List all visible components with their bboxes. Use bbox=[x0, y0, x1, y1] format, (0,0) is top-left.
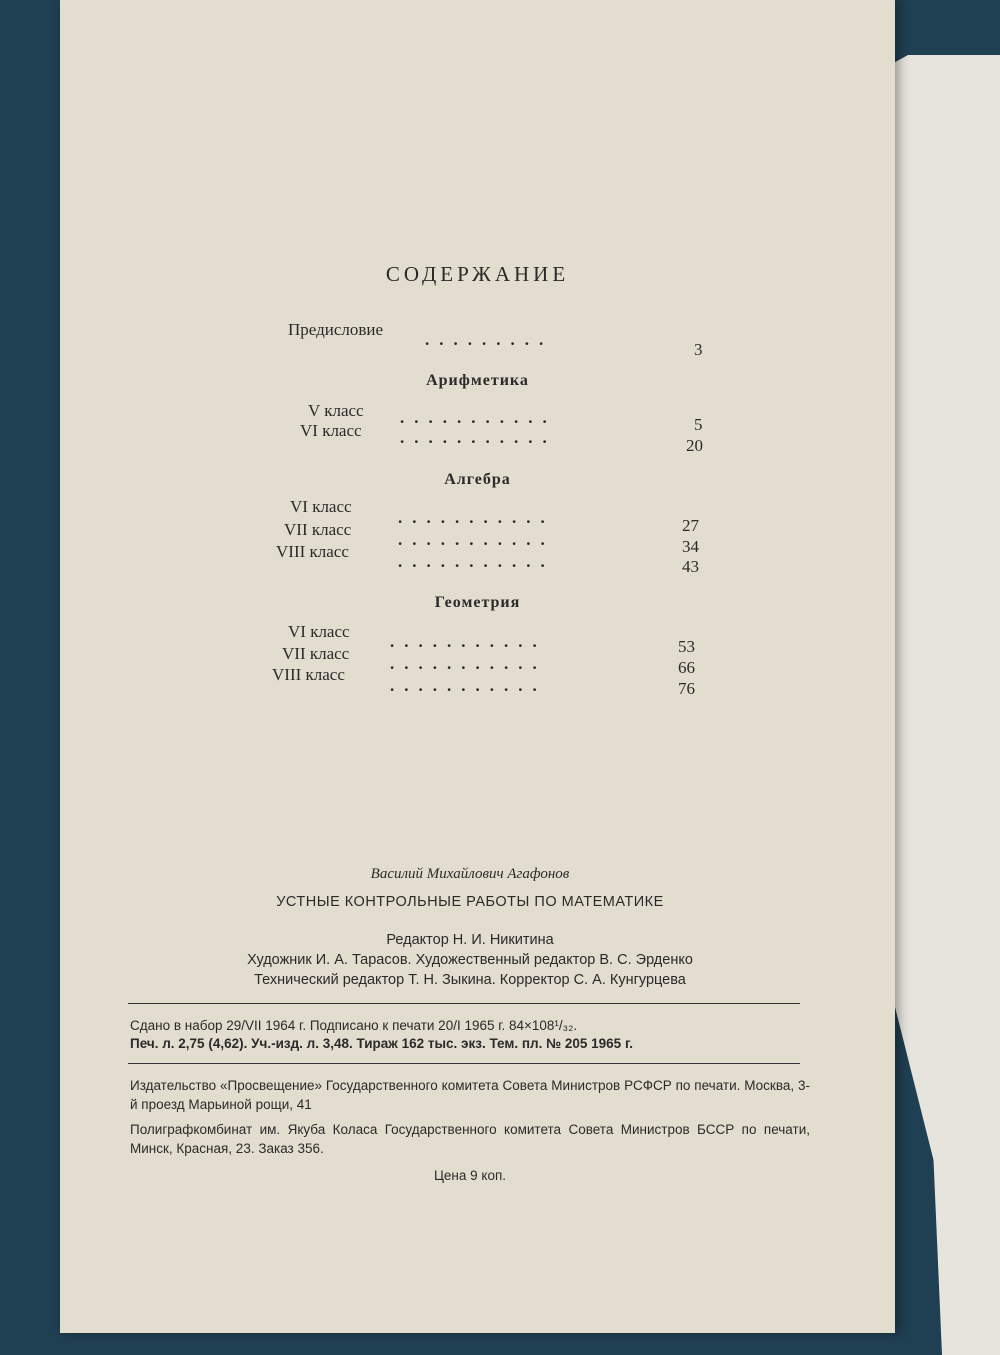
toc-entry: VI класс bbox=[288, 622, 350, 641]
printer-info: Полиграфкомбинат им. Якуба Коласа Государственного комитета Совета Министров БССР по печати, Минск, Красная, 23. Заказ 356. bbox=[130, 1122, 810, 1156]
toc-page-number: 3 bbox=[694, 340, 703, 359]
book-page bbox=[60, 0, 895, 1333]
toc-leader-dots: ......... bbox=[425, 330, 554, 349]
toc-leader-dots: ........... bbox=[400, 408, 557, 427]
toc-entry: VIII класс bbox=[276, 542, 349, 561]
toc-page-number: 5 bbox=[694, 415, 703, 434]
toc-leader-dots: ........... bbox=[398, 508, 555, 527]
toc-page-number: 53 bbox=[678, 637, 695, 656]
author-name: Василий Михайлович Агафонов bbox=[370, 866, 570, 882]
book-title: УСТНЫЕ КОНТРОЛЬНЫЕ РАБОТЫ ПО МАТЕМАТИКЕ bbox=[276, 894, 664, 910]
toc-page-number: 27 bbox=[682, 516, 699, 535]
toc-page-number: 43 bbox=[682, 557, 699, 576]
toc-page-number: 66 bbox=[678, 658, 695, 677]
toc-entry: VII класс bbox=[282, 644, 350, 663]
toc-leader-dots: ........... bbox=[398, 552, 555, 571]
toc-leader-dots: ........... bbox=[400, 428, 557, 447]
tech-editor-line: Технический редактор Т. Н. Зыкина. Корректор С. А. Кунгурцева bbox=[254, 972, 686, 988]
toc-section-geometry: Геометрия bbox=[434, 594, 521, 611]
toc-entry: V класс bbox=[308, 401, 364, 420]
toc-title: СОДЕРЖАНИЕ bbox=[385, 262, 570, 286]
artist-line: Художник И. А. Тарасов. Художественный редактор В. С. Эрденко bbox=[247, 952, 693, 968]
print-details-2: Печ. л. 2,75 (4,62). Уч.-изд. л. 3,48. Тираж 162 тыс. экз. Тем. пл. № 205 1965 г. bbox=[130, 1036, 633, 1051]
toc-entry-preface: Предисловие bbox=[288, 320, 384, 339]
toc-entry: VI класс bbox=[300, 421, 362, 440]
toc-entry: VI класс bbox=[290, 497, 352, 516]
toc-page-number: 76 bbox=[678, 679, 695, 698]
price: Цена 9 коп. bbox=[433, 1168, 507, 1183]
toc-entry: VIII класс bbox=[272, 665, 345, 684]
toc-leader-dots: ........... bbox=[398, 530, 555, 549]
toc-leader-dots: ........... bbox=[390, 676, 547, 695]
toc-leader-dots: ........... bbox=[390, 632, 547, 651]
divider bbox=[128, 1063, 800, 1064]
print-details-1: Сдано в набор 29/VII 1964 г. Подписано к печати 20/I 1965 г. 84×108¹/₃₂. bbox=[130, 1018, 578, 1033]
toc-section-algebra: Алгебра bbox=[444, 471, 511, 488]
toc-leader-dots: ........... bbox=[390, 654, 547, 673]
publisher-info: Издательство «Просвещение» Государственного комитета Совета Министров РСФСР по печати. Москва, 3-й проезд Марьиной рощи, 41 bbox=[130, 1078, 810, 1112]
toc-page-number: 20 bbox=[686, 436, 703, 455]
toc-page-number: 34 bbox=[682, 537, 699, 556]
editor-line: Редактор Н. И. Никитина bbox=[386, 932, 554, 948]
toc-section-arithmetic: Арифметика bbox=[426, 372, 529, 389]
divider bbox=[128, 1003, 800, 1004]
toc-entry: VII класс bbox=[284, 520, 352, 539]
